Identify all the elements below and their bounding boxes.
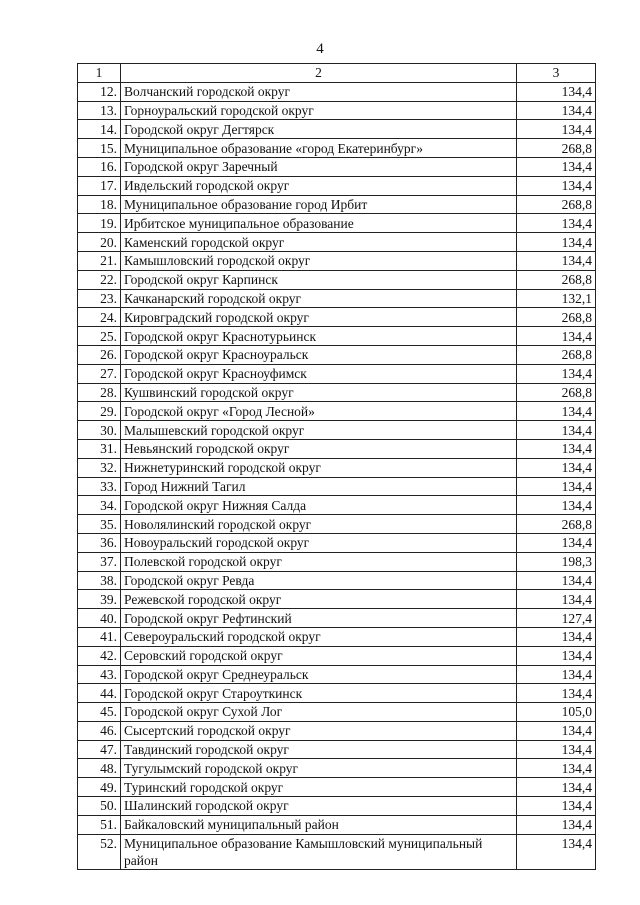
row-number-cell: 35. — [78, 515, 121, 534]
municipality-name-cell: Серовский городской округ — [121, 646, 517, 665]
table-row — [78, 289, 596, 308]
value-cell: 134,4 — [517, 82, 596, 101]
value-cell: 268,8 — [517, 515, 596, 534]
value-cell: 134,4 — [517, 402, 596, 421]
municipality-name-cell: Каменский городской округ — [121, 233, 517, 252]
row-number-cell: 12. — [78, 82, 121, 101]
value-cell: 134,4 — [517, 815, 596, 834]
municipality-name-cell: Городской округ Заречный — [121, 157, 517, 176]
value-cell: 268,8 — [517, 308, 596, 327]
table-row — [78, 251, 596, 270]
municipality-name-cell: Ивдельский городской округ — [121, 176, 517, 195]
table-header-row — [78, 64, 596, 83]
table-row — [78, 515, 596, 534]
table-row — [78, 101, 596, 120]
row-number-cell: 43. — [78, 665, 121, 684]
value-cell: 134,4 — [517, 533, 596, 552]
table-row — [78, 797, 596, 816]
value-cell: 134,4 — [517, 458, 596, 477]
value-cell: 132,1 — [517, 289, 596, 308]
table-body — [78, 82, 596, 869]
row-number-cell: 40. — [78, 609, 121, 628]
table-row — [78, 120, 596, 139]
municipality-name-cell: Кушвинский городской округ — [121, 383, 517, 402]
value-cell: 134,4 — [517, 214, 596, 233]
table-row — [78, 533, 596, 552]
municipality-name-cell: Режевской городской округ — [121, 590, 517, 609]
municipality-name-cell: Качканарский городской округ — [121, 289, 517, 308]
municipality-name-cell: Тугулымский городской округ — [121, 759, 517, 778]
municipality-name-cell: Новолялинский городской округ — [121, 515, 517, 534]
table-row — [78, 383, 596, 402]
municipality-name-cell: Кировградский городской округ — [121, 308, 517, 327]
row-number-cell: 48. — [78, 759, 121, 778]
municipality-name-cell: Городской округ Дегтярск — [121, 120, 517, 139]
municipality-name-cell: Тавдинский городской округ — [121, 740, 517, 759]
column-header-value: 3 — [517, 64, 596, 83]
value-cell: 134,4 — [517, 684, 596, 703]
row-number-cell: 49. — [78, 778, 121, 797]
row-number-cell: 29. — [78, 402, 121, 421]
municipality-name-cell: Городской округ Ревда — [121, 571, 517, 590]
row-number-cell: 30. — [78, 421, 121, 440]
table-row — [78, 815, 596, 834]
row-number-cell: 16. — [78, 157, 121, 176]
municipality-name-cell: Североуральский городской округ — [121, 627, 517, 646]
value-cell: 134,4 — [517, 496, 596, 515]
row-number-cell: 50. — [78, 797, 121, 816]
table-row — [78, 684, 596, 703]
value-cell: 134,4 — [517, 477, 596, 496]
municipality-name-cell: Городской округ Красноуральск — [121, 345, 517, 364]
municipality-name-cell: Городской округ Рефтинский — [121, 609, 517, 628]
municipality-name-cell: Шалинский городской округ — [121, 797, 517, 816]
municipality-name-cell: Новоуральский городской округ — [121, 533, 517, 552]
municipality-name-cell: Муниципальное образование город Ирбит — [121, 195, 517, 214]
row-number-cell: 45. — [78, 703, 121, 722]
row-number-cell: 51. — [78, 815, 121, 834]
value-cell: 268,8 — [517, 195, 596, 214]
row-number-cell: 47. — [78, 740, 121, 759]
municipality-name-cell: Невьянский городской округ — [121, 439, 517, 458]
municipality-name-cell: Городской округ Красноуфимск — [121, 364, 517, 383]
value-cell: 134,4 — [517, 627, 596, 646]
row-number-cell: 44. — [78, 684, 121, 703]
row-number-cell: 27. — [78, 364, 121, 383]
row-number-cell: 41. — [78, 627, 121, 646]
municipality-name-cell: Полевской городской округ — [121, 552, 517, 571]
row-number-cell: 14. — [78, 120, 121, 139]
municipality-name-cell: Городской округ Карпинск — [121, 270, 517, 289]
row-number-cell: 21. — [78, 251, 121, 270]
table-row — [78, 345, 596, 364]
row-number-cell: 38. — [78, 571, 121, 590]
table-row — [78, 646, 596, 665]
row-number-cell: 19. — [78, 214, 121, 233]
municipality-name-cell: Нижнетуринский городской округ — [121, 458, 517, 477]
municipality-name-cell: Городской округ Среднеуральск — [121, 665, 517, 684]
page-number: 4 — [316, 41, 324, 57]
municipality-name-cell: Байкаловский муниципальный район — [121, 815, 517, 834]
row-number-cell: 22. — [78, 270, 121, 289]
row-number-cell: 28. — [78, 383, 121, 402]
table-row — [78, 759, 596, 778]
row-number-cell: 23. — [78, 289, 121, 308]
value-cell: 268,8 — [517, 383, 596, 402]
row-number-cell: 42. — [78, 646, 121, 665]
table-row — [78, 176, 596, 195]
row-number-cell: 36. — [78, 533, 121, 552]
table-row — [78, 214, 596, 233]
table-row — [78, 571, 596, 590]
municipality-name-cell: Городской округ «Город Лесной» — [121, 402, 517, 421]
table-row — [78, 270, 596, 289]
value-cell: 134,4 — [517, 740, 596, 759]
table-row — [78, 834, 596, 869]
table-row — [78, 233, 596, 252]
value-cell: 268,8 — [517, 270, 596, 289]
municipality-name-cell: Малышевский городской округ — [121, 421, 517, 440]
value-cell: 134,4 — [517, 251, 596, 270]
value-cell: 134,4 — [517, 778, 596, 797]
value-cell: 134,4 — [517, 439, 596, 458]
row-number-cell: 52. — [78, 834, 121, 869]
value-cell: 134,4 — [517, 665, 596, 684]
value-cell: 198,3 — [517, 552, 596, 571]
table-row — [78, 778, 596, 797]
row-number-cell: 37. — [78, 552, 121, 571]
table-row — [78, 590, 596, 609]
municipality-name-cell: Городской округ Сухой Лог — [121, 703, 517, 722]
row-number-cell: 33. — [78, 477, 121, 496]
value-cell: 134,4 — [517, 646, 596, 665]
value-cell: 134,4 — [517, 120, 596, 139]
value-cell: 134,4 — [517, 834, 596, 869]
table-row — [78, 703, 596, 722]
value-cell: 134,4 — [517, 327, 596, 346]
municipality-name-cell: Волчанский городской округ — [121, 82, 517, 101]
value-cell: 134,4 — [517, 364, 596, 383]
table-row — [78, 458, 596, 477]
value-cell: 134,4 — [517, 101, 596, 120]
table-row — [78, 439, 596, 458]
column-header-name: 2 — [121, 64, 517, 83]
value-cell: 268,8 — [517, 139, 596, 158]
municipality-name-cell: Ирбитское муниципальное образование — [121, 214, 517, 233]
value-cell: 134,4 — [517, 759, 596, 778]
value-cell: 134,4 — [517, 157, 596, 176]
table-row — [78, 139, 596, 158]
municipality-name-cell: Городской округ Нижняя Салда — [121, 496, 517, 515]
table-row — [78, 364, 596, 383]
municipality-name-cell: Муниципальное образование «город Екатеринбург» — [121, 139, 517, 158]
row-number-cell: 25. — [78, 327, 121, 346]
value-cell: 134,4 — [517, 233, 596, 252]
table-row — [78, 402, 596, 421]
row-number-cell: 46. — [78, 721, 121, 740]
municipality-name-cell: Городской округ Краснотурьинск — [121, 327, 517, 346]
municipality-name-cell: Муниципальное образование Камышловский муниципальный район — [121, 834, 517, 869]
row-number-cell: 39. — [78, 590, 121, 609]
municipality-name-cell: Камышловский городской округ — [121, 251, 517, 270]
table-row — [78, 740, 596, 759]
table-row — [78, 421, 596, 440]
table-row — [78, 609, 596, 628]
row-number-cell: 24. — [78, 308, 121, 327]
municipality-name-cell: Туринский городской округ — [121, 778, 517, 797]
value-cell: 134,4 — [517, 571, 596, 590]
row-number-cell: 31. — [78, 439, 121, 458]
value-cell: 134,4 — [517, 421, 596, 440]
row-number-cell: 26. — [78, 345, 121, 364]
row-number-cell: 17. — [78, 176, 121, 195]
value-cell: 268,8 — [517, 345, 596, 364]
table-row — [78, 496, 596, 515]
row-number-cell: 15. — [78, 139, 121, 158]
row-number-cell: 34. — [78, 496, 121, 515]
table-row — [78, 721, 596, 740]
municipality-name-cell: Горноуральский городской округ — [121, 101, 517, 120]
table-row — [78, 327, 596, 346]
row-number-cell: 20. — [78, 233, 121, 252]
value-cell: 134,4 — [517, 590, 596, 609]
value-cell: 127,4 — [517, 609, 596, 628]
allocation-table — [77, 63, 596, 870]
table-row — [78, 627, 596, 646]
table-row — [78, 195, 596, 214]
table-row — [78, 82, 596, 101]
municipality-name-cell: Городской округ Староуткинск — [121, 684, 517, 703]
table-row — [78, 665, 596, 684]
municipality-name-cell: Сысертский городской округ — [121, 721, 517, 740]
value-cell: 105,0 — [517, 703, 596, 722]
table-row — [78, 477, 596, 496]
value-cell: 134,4 — [517, 721, 596, 740]
row-number-cell: 13. — [78, 101, 121, 120]
table-row — [78, 552, 596, 571]
value-cell: 134,4 — [517, 797, 596, 816]
table-row — [78, 157, 596, 176]
row-number-cell: 18. — [78, 195, 121, 214]
value-cell: 134,4 — [517, 176, 596, 195]
municipality-name-cell: Город Нижний Тагил — [121, 477, 517, 496]
column-header-number: 1 — [78, 64, 121, 83]
row-number-cell: 32. — [78, 458, 121, 477]
table-row — [78, 308, 596, 327]
